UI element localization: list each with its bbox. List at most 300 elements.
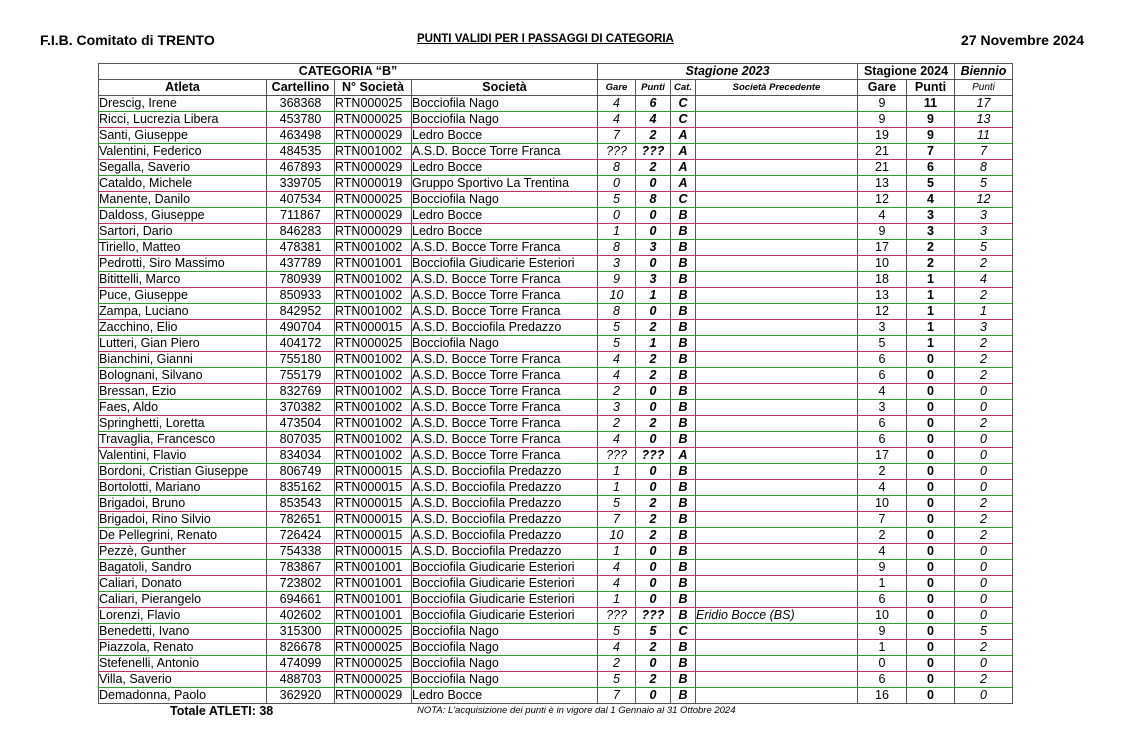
athlete-name: Brigadoi, Bruno [99, 496, 267, 512]
punti-2024: 0 [907, 512, 955, 528]
punti-2024: 2 [907, 240, 955, 256]
card-number: 437789 [267, 256, 335, 272]
biennio-punti: 0 [955, 400, 1013, 416]
punti-2024: 0 [907, 528, 955, 544]
table-row [99, 528, 1013, 544]
club-name: Bocciofila Nago [412, 656, 598, 672]
previous-club: Eridio Bocce (BS) [696, 608, 858, 624]
athlete-name: Bordoni, Cristian Giuseppe [99, 464, 267, 480]
punti-2023: 0 [636, 480, 671, 496]
punti-2024: 1 [907, 272, 955, 288]
card-number: 478381 [267, 240, 335, 256]
previous-club [696, 496, 858, 512]
table-row [99, 176, 1013, 192]
biennio-punti: 2 [955, 368, 1013, 384]
gare-2023: 2 [598, 384, 636, 400]
biennio-punti: 2 [955, 672, 1013, 688]
athlete-name: Manente, Danilo [99, 192, 267, 208]
athlete-name: Bianchini, Gianni [99, 352, 267, 368]
card-number: 490704 [267, 320, 335, 336]
gare-2023: 2 [598, 416, 636, 432]
club-code: RTN001001 [335, 592, 412, 608]
club-code: RTN000015 [335, 496, 412, 512]
previous-club [696, 464, 858, 480]
totale-label: Totale ATLETI: [170, 704, 256, 718]
club-name: Bocciofila Nago [412, 96, 598, 112]
punti-2023: 2 [636, 352, 671, 368]
biennio-punti: 2 [955, 528, 1013, 544]
table-row [99, 256, 1013, 272]
punti-2023: 2 [636, 416, 671, 432]
category: B [671, 384, 696, 400]
club-name: A.S.D. Bocce Torre Franca [412, 272, 598, 288]
category: B [671, 304, 696, 320]
gare-2024: 17 [858, 448, 907, 464]
biennio-punti: 0 [955, 384, 1013, 400]
punti-2023: 0 [636, 432, 671, 448]
previous-club [696, 272, 858, 288]
gare-2023: 4 [598, 96, 636, 112]
header-row-groups [99, 64, 1013, 80]
category: B [671, 416, 696, 432]
club-name: Bocciofila Giudicarie Esteriori [412, 576, 598, 592]
club-code: RTN000015 [335, 464, 412, 480]
card-number: 846283 [267, 224, 335, 240]
gare-2024: 9 [858, 560, 907, 576]
gare-2024: 4 [858, 480, 907, 496]
club-code: RTN001001 [335, 560, 412, 576]
biennio-punti: 5 [955, 176, 1013, 192]
category: C [671, 192, 696, 208]
club-code: RTN001002 [335, 144, 412, 160]
punti-2024: 0 [907, 560, 955, 576]
previous-club [696, 320, 858, 336]
card-number: 694661 [267, 592, 335, 608]
club-code: RTN001002 [335, 368, 412, 384]
club-code: RTN001002 [335, 288, 412, 304]
previous-club [696, 576, 858, 592]
category: B [671, 480, 696, 496]
club-code: RTN001002 [335, 240, 412, 256]
previous-club [696, 512, 858, 528]
gare-2024: 3 [858, 320, 907, 336]
punti-2024: 1 [907, 336, 955, 352]
gare-2023: 5 [598, 624, 636, 640]
table-row [99, 368, 1013, 384]
club-name: A.S.D. Bocce Torre Franca [412, 368, 598, 384]
punti-2023: 0 [636, 464, 671, 480]
punti-2024: 1 [907, 320, 955, 336]
category: B [671, 208, 696, 224]
biennio-punti: 0 [955, 480, 1013, 496]
club-code: RTN000015 [335, 544, 412, 560]
card-number: 711867 [267, 208, 335, 224]
previous-club [696, 208, 858, 224]
athlete-name: Bortolotti, Mariano [99, 480, 267, 496]
athlete-name: Piazzola, Renato [99, 640, 267, 656]
gare-2023: 3 [598, 400, 636, 416]
category: B [671, 432, 696, 448]
club-name: Ledro Bocce [412, 160, 598, 176]
athlete-name: Santi, Giuseppe [99, 128, 267, 144]
previous-club [696, 384, 858, 400]
previous-club [696, 592, 858, 608]
gare-2023: ??? [598, 608, 636, 624]
athlete-name: De Pellegrini, Renato [99, 528, 267, 544]
gare-2023: 5 [598, 672, 636, 688]
club-code: RTN001002 [335, 304, 412, 320]
category: B [671, 256, 696, 272]
gare-2024: 10 [858, 256, 907, 272]
club-code: RTN001002 [335, 432, 412, 448]
biennio-punti: 0 [955, 592, 1013, 608]
category: B [671, 688, 696, 704]
table-row [99, 208, 1013, 224]
gare-2024: 16 [858, 688, 907, 704]
club-code: RTN000029 [335, 128, 412, 144]
club-code: RTN000015 [335, 320, 412, 336]
card-number: 339705 [267, 176, 335, 192]
gare-2024: 0 [858, 656, 907, 672]
athlete-name: Sartori, Dario [99, 224, 267, 240]
category: C [671, 624, 696, 640]
category: A [671, 128, 696, 144]
table-row [99, 480, 1013, 496]
card-number: 484535 [267, 144, 335, 160]
gare-2023: 1 [598, 544, 636, 560]
punti-2023: 0 [636, 256, 671, 272]
gare-2024: 13 [858, 176, 907, 192]
previous-club [696, 416, 858, 432]
committee-title: F.I.B. Comitato di TRENTO [40, 32, 215, 48]
table-row [99, 464, 1013, 480]
gare-2023: 1 [598, 464, 636, 480]
table-row [99, 448, 1013, 464]
category: B [671, 352, 696, 368]
athlete-name: Valentini, Federico [99, 144, 267, 160]
club-name: A.S.D. Bocciofila Predazzo [412, 464, 598, 480]
punti-2024: 0 [907, 464, 955, 480]
gare-2023: ??? [598, 448, 636, 464]
punti-2024: 0 [907, 368, 955, 384]
gare-2024: 9 [858, 96, 907, 112]
card-number: 488703 [267, 672, 335, 688]
club-code: RTN000029 [335, 224, 412, 240]
category: B [671, 288, 696, 304]
table-row [99, 416, 1013, 432]
biennio-punti: 3 [955, 224, 1013, 240]
punti-2024: 0 [907, 432, 955, 448]
punti-2024: 0 [907, 576, 955, 592]
gare-2023: 5 [598, 320, 636, 336]
gare-2023: 1 [598, 592, 636, 608]
col-cat: Cat. [671, 80, 696, 96]
gare-2023: 0 [598, 176, 636, 192]
card-number: 782651 [267, 512, 335, 528]
table-row [99, 320, 1013, 336]
category: A [671, 144, 696, 160]
table-row [99, 688, 1013, 704]
gare-2024: 6 [858, 352, 907, 368]
gare-2024: 3 [858, 400, 907, 416]
athlete-name: Demadonna, Paolo [99, 688, 267, 704]
footer-note: NOTA: L'acquisizione dei punti è in vigore dal 1 Gennaio al 31 Ottobre 2024 [417, 705, 736, 716]
gare-2024: 4 [858, 384, 907, 400]
club-name: Bocciofila Giudicarie Esteriori [412, 256, 598, 272]
biennio-punti: 1 [955, 304, 1013, 320]
document-title: PUNTI VALIDI PER I PASSAGGI DI CATEGORIA [417, 33, 674, 45]
category: B [671, 576, 696, 592]
category: C [671, 96, 696, 112]
previous-club [696, 656, 858, 672]
biennio-punti: 2 [955, 416, 1013, 432]
biennio-punti: 0 [955, 656, 1013, 672]
club-name: A.S.D. Bocciofila Predazzo [412, 512, 598, 528]
table-row [99, 304, 1013, 320]
table-row [99, 576, 1013, 592]
club-code: RTN001002 [335, 384, 412, 400]
athlete-name: Lutteri, Gian Piero [99, 336, 267, 352]
biennio-punti: 2 [955, 352, 1013, 368]
punti-2023: 0 [636, 576, 671, 592]
card-number: 402602 [267, 608, 335, 624]
athlete-name: Ricci, Lucrezia Libera [99, 112, 267, 128]
biennio-punti: 12 [955, 192, 1013, 208]
punti-2024: 0 [907, 496, 955, 512]
gare-2023: 2 [598, 656, 636, 672]
punti-2023: 0 [636, 688, 671, 704]
athlete-name: Springhetti, Loretta [99, 416, 267, 432]
biennio-punti: 2 [955, 496, 1013, 512]
punti-2023: 0 [636, 560, 671, 576]
club-name: Bocciofila Nago [412, 640, 598, 656]
punti-2023: 3 [636, 240, 671, 256]
previous-club [696, 624, 858, 640]
totale-value: 38 [259, 704, 274, 718]
card-number: 755180 [267, 352, 335, 368]
punti-2023: 3 [636, 272, 671, 288]
totale-atleti [170, 704, 273, 718]
club-code: RTN000015 [335, 528, 412, 544]
athlete-name: Faes, Aldo [99, 400, 267, 416]
club-code: RTN000025 [335, 640, 412, 656]
punti-2024: 7 [907, 144, 955, 160]
previous-club [696, 544, 858, 560]
biennio-punti: 2 [955, 256, 1013, 272]
previous-club [696, 96, 858, 112]
gare-2024: 5 [858, 336, 907, 352]
club-code: RTN000025 [335, 192, 412, 208]
previous-club [696, 448, 858, 464]
club-name: Ledro Bocce [412, 688, 598, 704]
club-name: Gruppo Sportivo La Trentina [412, 176, 598, 192]
previous-club [696, 192, 858, 208]
gare-2023: 5 [598, 336, 636, 352]
previous-club [696, 144, 858, 160]
gare-2023: 4 [598, 368, 636, 384]
previous-club [696, 432, 858, 448]
biennio-punti: 0 [955, 464, 1013, 480]
punti-2023: 0 [636, 544, 671, 560]
card-number: 807035 [267, 432, 335, 448]
athlete-name: Puce, Giuseppe [99, 288, 267, 304]
gare-2024: 9 [858, 112, 907, 128]
biennio-punti: 11 [955, 128, 1013, 144]
athlete-name: Cataldo, Michele [99, 176, 267, 192]
gare-2024: 6 [858, 592, 907, 608]
col-punti-2023: Punti [636, 80, 671, 96]
club-code: RTN000025 [335, 112, 412, 128]
club-name: Bocciofila Nago [412, 192, 598, 208]
col-societa-precedente: Società Precedente [696, 80, 858, 96]
gare-2023: 4 [598, 432, 636, 448]
club-code: RTN000025 [335, 336, 412, 352]
athlete-name: Drescig, Irene [99, 96, 267, 112]
athlete-name: Travaglia, Francesco [99, 432, 267, 448]
biennio-punti: 2 [955, 512, 1013, 528]
previous-club [696, 160, 858, 176]
punti-2023: 6 [636, 96, 671, 112]
category: B [671, 560, 696, 576]
gare-2023: 4 [598, 352, 636, 368]
punti-2023: 2 [636, 528, 671, 544]
biennio-punti: 0 [955, 608, 1013, 624]
gare-2024: 2 [858, 528, 907, 544]
punti-2023: 5 [636, 624, 671, 640]
athlete-name: Villa, Saverio [99, 672, 267, 688]
table-row [99, 336, 1013, 352]
athlete-name: Bitittelli, Marco [99, 272, 267, 288]
athlete-name: Bressan, Ezio [99, 384, 267, 400]
athlete-name: Bagatoli, Sandro [99, 560, 267, 576]
punti-2024: 0 [907, 688, 955, 704]
gare-2024: 19 [858, 128, 907, 144]
athlete-name: Caliari, Donato [99, 576, 267, 592]
gare-2024: 21 [858, 144, 907, 160]
table-row [99, 272, 1013, 288]
punti-2023: 0 [636, 176, 671, 192]
category: A [671, 448, 696, 464]
category: B [671, 608, 696, 624]
punti-2024: 0 [907, 672, 955, 688]
punti-2024: 9 [907, 112, 955, 128]
gare-2023: 7 [598, 688, 636, 704]
punti-2023: 1 [636, 336, 671, 352]
previous-club [696, 336, 858, 352]
punti-2024: 0 [907, 608, 955, 624]
card-number: 835162 [267, 480, 335, 496]
club-code: RTN000025 [335, 656, 412, 672]
card-number: 806749 [267, 464, 335, 480]
punti-2024: 4 [907, 192, 955, 208]
category: B [671, 400, 696, 416]
club-code: RTN001001 [335, 576, 412, 592]
gare-2023: 4 [598, 640, 636, 656]
punti-2023: 2 [636, 640, 671, 656]
gare-2023: 1 [598, 480, 636, 496]
club-code: RTN000029 [335, 688, 412, 704]
club-code: RTN000025 [335, 672, 412, 688]
table-row [99, 672, 1013, 688]
category: B [671, 544, 696, 560]
gare-2023: 3 [598, 256, 636, 272]
table-row [99, 144, 1013, 160]
punti-2023: 2 [636, 496, 671, 512]
document-date: 27 Novembre 2024 [961, 32, 1084, 48]
card-number: 783867 [267, 560, 335, 576]
table-row [99, 288, 1013, 304]
punti-2023: 1 [636, 288, 671, 304]
card-number: 362920 [267, 688, 335, 704]
gare-2023: 4 [598, 560, 636, 576]
col-societa: Società [412, 80, 598, 96]
table-row [99, 560, 1013, 576]
punti-2024: 0 [907, 656, 955, 672]
card-number: 726424 [267, 528, 335, 544]
club-code: RTN000015 [335, 480, 412, 496]
table-row [99, 544, 1013, 560]
club-code: RTN001001 [335, 608, 412, 624]
gare-2023: 5 [598, 192, 636, 208]
club-name: A.S.D. Bocce Torre Franca [412, 288, 598, 304]
table-row [99, 656, 1013, 672]
biennio-header: Biennio [955, 64, 1013, 80]
col-biennio-punti: Punti [955, 80, 1013, 96]
athlete-name: Benedetti, Ivano [99, 624, 267, 640]
table-row [99, 384, 1013, 400]
gare-2024: 18 [858, 272, 907, 288]
punti-2024: 0 [907, 624, 955, 640]
gare-2024: 7 [858, 512, 907, 528]
table-row [99, 512, 1013, 528]
biennio-punti: 0 [955, 688, 1013, 704]
biennio-punti: 2 [955, 288, 1013, 304]
punti-2023: 4 [636, 112, 671, 128]
club-code: RTN001002 [335, 416, 412, 432]
club-name: A.S.D. Bocce Torre Franca [412, 416, 598, 432]
club-name: A.S.D. Bocce Torre Franca [412, 352, 598, 368]
club-code: RTN000019 [335, 176, 412, 192]
previous-club [696, 688, 858, 704]
punti-2024: 0 [907, 592, 955, 608]
biennio-punti: 8 [955, 160, 1013, 176]
athlete-name: Daldoss, Giuseppe [99, 208, 267, 224]
previous-club [696, 672, 858, 688]
gare-2023: 7 [598, 512, 636, 528]
club-code: RTN000029 [335, 160, 412, 176]
table-row [99, 240, 1013, 256]
previous-club [696, 224, 858, 240]
card-number: 850933 [267, 288, 335, 304]
category: B [671, 496, 696, 512]
punti-2023: ??? [636, 448, 671, 464]
biennio-punti: 3 [955, 320, 1013, 336]
category: C [671, 112, 696, 128]
punti-2023: 0 [636, 656, 671, 672]
gare-2024: 1 [858, 576, 907, 592]
gare-2023: ??? [598, 144, 636, 160]
club-code: RTN001001 [335, 256, 412, 272]
gare-2024: 9 [858, 224, 907, 240]
previous-club [696, 480, 858, 496]
club-name: Bocciofila Giudicarie Esteriori [412, 608, 598, 624]
club-name: A.S.D. Bocce Torre Franca [412, 432, 598, 448]
gare-2024: 6 [858, 368, 907, 384]
card-number: 834034 [267, 448, 335, 464]
biennio-punti: 13 [955, 112, 1013, 128]
gare-2023: 8 [598, 240, 636, 256]
punti-2024: 0 [907, 416, 955, 432]
